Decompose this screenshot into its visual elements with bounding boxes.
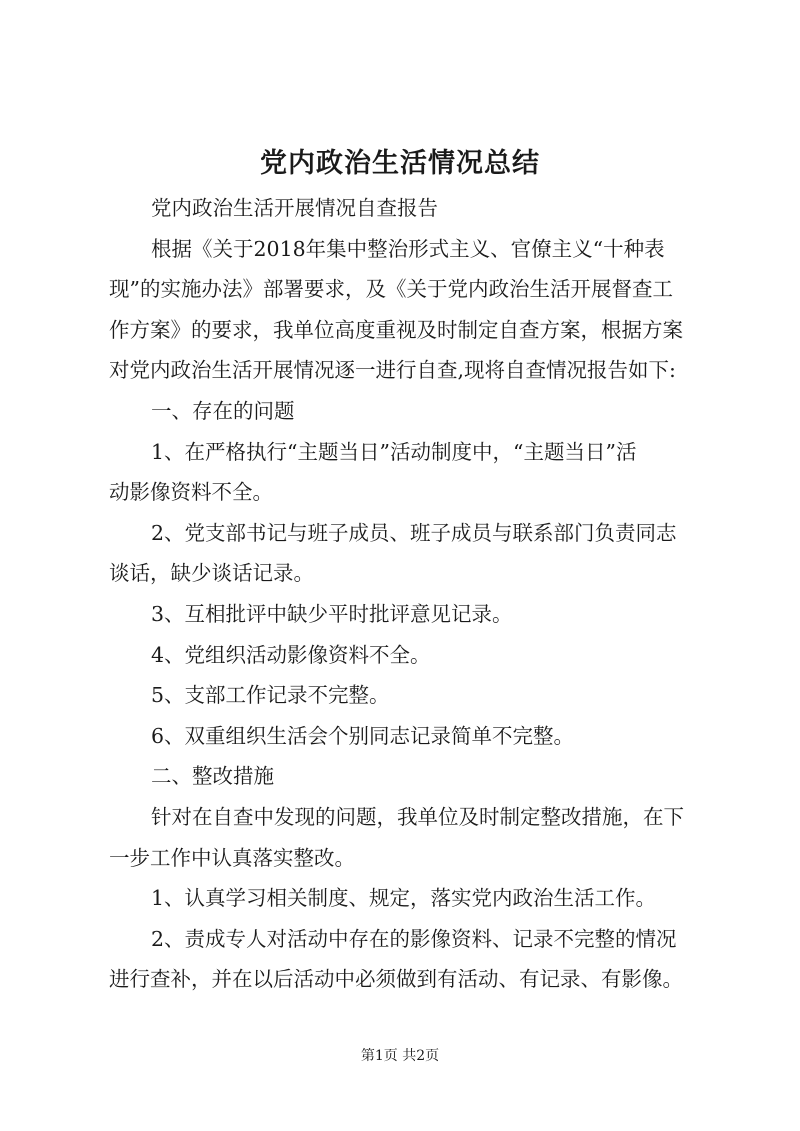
- document-body: [109, 188, 709, 1000]
- paragraph-line: 根据《关于2018年集中整治形式主义、官僚主义“十种表: [151, 236, 665, 261]
- section-heading-problems: 一、存在的问题: [151, 398, 295, 423]
- document-title: 党内政治生活情况总结: [260, 148, 540, 179]
- paragraph-line: 对党内政治生活开展情况逐一进行自查,现将自查情况报告如下:: [109, 358, 676, 383]
- list-item: 1、在严格执行“主题当日”活动制度中，“主题当日”活: [151, 439, 637, 464]
- list-item-continuation: 进行查补，并在以后活动中必须做到有活动、有记录、有影像。: [109, 967, 683, 992]
- list-item: 2、责成专人对活动中存在的影像资料、记录不完整的情况: [151, 926, 677, 951]
- report-subtitle: 党内政治生活开展情况自查报告: [151, 196, 438, 220]
- list-item: 1、认真学习相关制度、规定，落实党内政治生活工作。: [151, 886, 657, 911]
- page-number-footer: 第1页 共2页: [360, 1048, 440, 1064]
- list-item: 5、支部工作记录不完整。: [151, 683, 390, 708]
- paragraph-line: 一步工作中认真落实整改。: [109, 845, 355, 870]
- list-item-continuation: 谈话，缺少谈话记录。: [109, 561, 314, 586]
- list-item-continuation: 动影像资料不全。: [109, 480, 273, 505]
- paragraph-line: 作方案》的要求，我单位高度重视及时制定自查方案，根据方案: [109, 317, 683, 342]
- list-item: 6、双重组织生活会个别同志记录简单不完整。: [151, 723, 575, 748]
- list-item: 2、党支部书记与班子成员、班子成员与联系部门负责同志: [151, 520, 677, 545]
- paragraph-line: 现”的实施办法》部署要求，及《关于党内政治生活开展督查工: [109, 277, 673, 302]
- list-item: 3、互相批评中缺少平时批评意见记录。: [151, 601, 513, 626]
- paragraph-line: 针对在自查中发现的问题，我单位及时制定整改措施，在下: [151, 804, 684, 829]
- section-heading-measures: 二、整改措施: [151, 764, 274, 789]
- list-item: 4、党组织活动影像资料不全。: [151, 642, 431, 667]
